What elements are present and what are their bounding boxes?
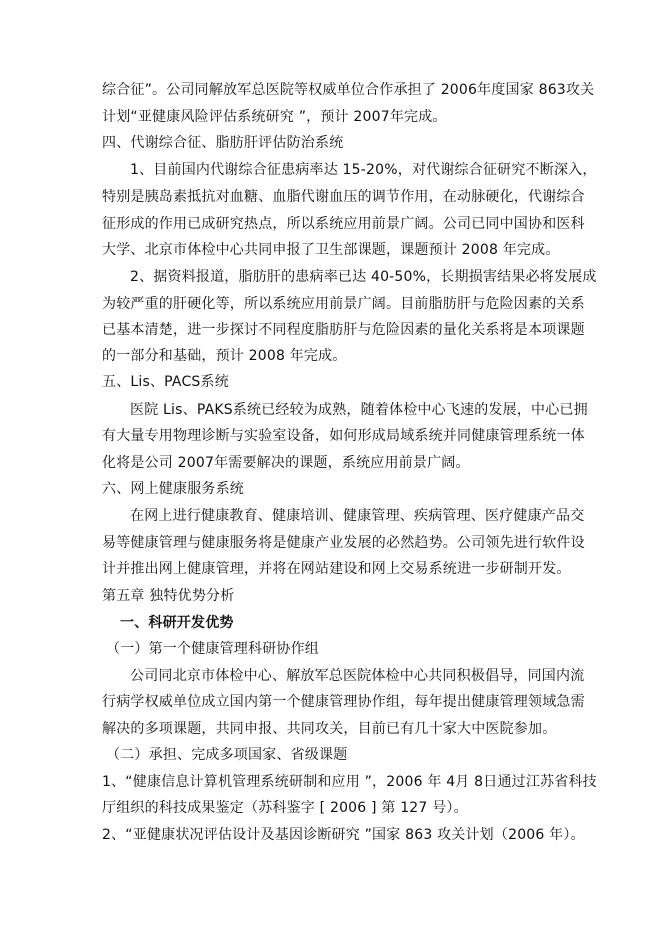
- body-line: 1、“健康信息计算机管理系统研制和应用 ”，2006 年 4月 8日通过江苏省科技: [102, 774, 597, 790]
- body-line: 公司同北京市体检中心、解放军总医院体检中心共同积极倡导，同国内流: [130, 668, 585, 684]
- body-line: 化将是公司 2007年需要解决的课题，系统应用前景广阔。: [102, 455, 470, 471]
- body-line: 2、据资料报道，脂肪肝的患病率已达 40-50%，长期损害结果必将发展成: [130, 269, 597, 285]
- subsection-heading: （一）第一个健康管理科研协作组: [106, 641, 319, 657]
- body-line: 的一部分和基础，预计 2008 年完成。: [102, 348, 347, 364]
- body-line: 在网上进行健康教育、健康培训、健康管理、疾病管理、医疗健康产品交: [130, 508, 585, 524]
- section-heading: 六、网上健康服务系统: [102, 481, 244, 497]
- body-line: 大学、北京市体检中心共同申报了卫生部课题，课题预计 2008 年完成。: [102, 242, 560, 258]
- body-line: 行病学权威单位成立国内第一个健康管理协作组，每年提出健康管理领域急需: [102, 694, 585, 710]
- body-line: 1、目前国内代谢综合征患病率达 15-20%，对代谢综合征研究不断深入，: [130, 162, 597, 178]
- body-line: 计划“亚健康风险评估系统研究 ”，预计 2007年完成。: [102, 109, 447, 125]
- section-heading: 四、代谢综合征、脂肪肝评估防治系统: [102, 135, 344, 151]
- body-line: 厅组织的科技成果鉴定（苏科鉴字 [ 2006 ] 第 127 号）。: [102, 800, 468, 816]
- body-line: 已基本清楚，进一步探讨不同程度脂肪肝与危险因素的量化关系将是本项课题: [102, 322, 585, 338]
- body-line: 综合征”。公司同解放军总医院等权威单位合作承担了 2006年度国家 863攻关: [102, 82, 595, 98]
- body-line: 解决的多项课题，共同申报、共同攻关，目前已有几十家大中医院参加。: [102, 721, 557, 737]
- body-line: 易等健康管理与健康服务将是健康产业发展的必然趋势。公司领先进行软件设: [102, 535, 585, 551]
- body-line: 医院 Lis、PAKS系统已经较为成熟，随着体检中心飞速的发展，中心已拥: [130, 402, 588, 418]
- section-heading: 五、Lis、PACS系统: [102, 374, 229, 390]
- body-line: 有大量专用物理诊断与实验室设备，如何形成局域系统并同健康管理系统一体: [102, 428, 585, 444]
- body-line: 计并推出网上健康管理，并将在网站建设和网上交易系统进一步研制开发。: [102, 561, 571, 577]
- subsection-heading: （二）承担、完成多项国家、省级课题: [106, 747, 348, 763]
- section-heading: 一、科研开发优势: [120, 615, 234, 631]
- body-line: 2、“亚健康状况评估设计及基因诊断研究 ”国家 863 攻关计划（2006 年）。: [102, 827, 585, 843]
- body-line: 征形成的作用已成研究热点，所以系统应用前景广阔。公司已同中国协和医科: [102, 216, 585, 232]
- body-line: 为较严重的肝硬化等，所以系统应用前景广阔。目前脂肪肝与危险因素的关系: [102, 296, 585, 312]
- body-line: 特别是胰岛素抵抗对血糖、血脂代谢血压的调节作用，在动脉硬化，代谢综合: [102, 189, 585, 205]
- chapter-heading: 第五章 独特优势分析: [102, 588, 235, 604]
